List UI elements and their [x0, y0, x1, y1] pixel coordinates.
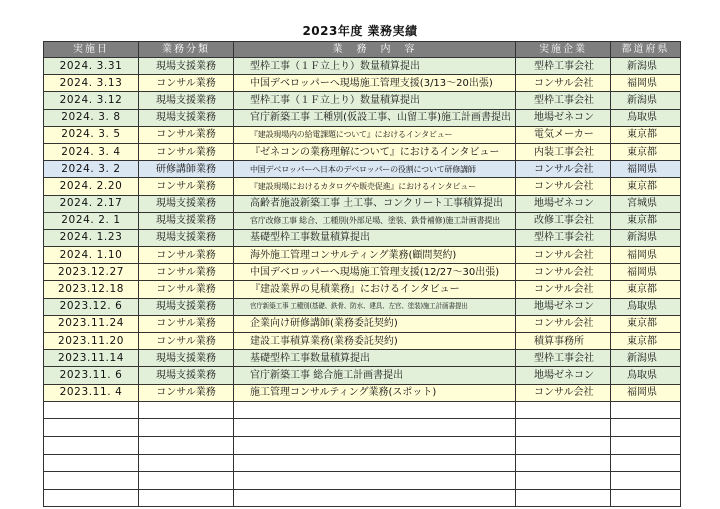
cell-date: 2023.11.20: [44, 333, 139, 350]
cell-prefecture: 新潟県: [611, 92, 681, 109]
cell-content: 『建設業界の見積業務』におけるインタビュー: [234, 281, 516, 298]
table-row: [44, 178, 681, 195]
table-row: [44, 92, 681, 109]
empty-cell: [139, 489, 234, 507]
empty-cell: [139, 436, 234, 454]
cell-company: コンサル会社: [516, 264, 611, 281]
table-row: [44, 161, 681, 178]
empty-row: [44, 419, 681, 437]
cell-date: 2023.12.27: [44, 264, 139, 281]
table-row: [44, 126, 681, 143]
cell-content: 基礎型枠工事数量積算提出: [234, 229, 516, 246]
cell-category: 現場支援業務: [139, 298, 234, 315]
empty-cell: [516, 401, 611, 419]
cell-prefecture: 東京都: [611, 333, 681, 350]
cell-prefecture: 新潟県: [611, 350, 681, 367]
empty-cell: [611, 489, 681, 507]
empty-cell: [516, 489, 611, 507]
empty-cell: [516, 419, 611, 437]
cell-content: 『ゼネコンの業務理解について』におけるインタビュー: [234, 143, 516, 160]
cell-company: コンサル会社: [516, 384, 611, 401]
empty-row: [44, 454, 681, 472]
cell-content: 『建設現場におけるカタログや販売促進』におけるインタビュー: [234, 178, 516, 195]
header-content: 業 務 内 容: [234, 42, 516, 58]
table-body: [44, 58, 681, 507]
header-company: 実施企業: [516, 42, 611, 58]
cell-prefecture: 福岡県: [611, 264, 681, 281]
cell-category: 研修講師業務: [139, 161, 234, 178]
cell-company: コンサル会社: [516, 281, 611, 298]
header-row: [44, 42, 681, 58]
empty-cell: [234, 454, 516, 472]
cell-content: 施工管理コンサルティング業務(スポット): [234, 384, 516, 401]
cell-prefecture: 新潟県: [611, 58, 681, 75]
cell-prefecture: 東京都: [611, 143, 681, 160]
empty-cell: [44, 454, 139, 472]
cell-date: 2024. 3.31: [44, 58, 139, 75]
cell-prefecture: 東京都: [611, 281, 681, 298]
cell-date: 2024. 3. 8: [44, 109, 139, 126]
cell-prefecture: 鳥取県: [611, 367, 681, 384]
cell-category: 現場支援業務: [139, 92, 234, 109]
cell-prefecture: 福岡県: [611, 247, 681, 264]
cell-prefecture: 東京都: [611, 212, 681, 229]
cell-content: 建設工事積算業務(業務委託契約): [234, 333, 516, 350]
cell-company: 型枠工事会社: [516, 58, 611, 75]
cell-date: 2024. 3. 4: [44, 143, 139, 160]
cell-company: コンサル会社: [516, 178, 611, 195]
cell-company: コンサル会社: [516, 161, 611, 178]
cell-category: コンサル業務: [139, 143, 234, 160]
cell-company: コンサル会社: [516, 247, 611, 264]
empty-cell: [516, 436, 611, 454]
table-row: [44, 143, 681, 160]
empty-cell: [234, 401, 516, 419]
table-row: [44, 367, 681, 384]
table-row: [44, 298, 681, 315]
cell-prefecture: 鳥取県: [611, 109, 681, 126]
table-row: [44, 350, 681, 367]
empty-cell: [516, 472, 611, 490]
cell-date: 2024. 2.17: [44, 195, 139, 212]
table-row: [44, 315, 681, 332]
cell-prefecture: 東京都: [611, 178, 681, 195]
empty-cell: [44, 419, 139, 437]
cell-category: コンサル業務: [139, 247, 234, 264]
cell-date: 2024. 3.12: [44, 92, 139, 109]
empty-cell: [139, 419, 234, 437]
cell-prefecture: 東京都: [611, 126, 681, 143]
cell-content: 型枠工事（１Ｆ立上り）数量積算提出: [234, 58, 516, 75]
header-category: 業務分類: [139, 42, 234, 58]
cell-date: 2023.11.14: [44, 350, 139, 367]
cell-content: 高齢者施設新築工事 土工事、コンクリート工事積算提出: [234, 195, 516, 212]
cell-category: 現場支援業務: [139, 229, 234, 246]
cell-company: コンサル会社: [516, 75, 611, 92]
cell-date: 2023.11. 4: [44, 384, 139, 401]
cell-date: 2023.11.24: [44, 315, 139, 332]
empty-row: [44, 401, 681, 419]
cell-category: 現場支援業務: [139, 350, 234, 367]
cell-content: 中国デベロッパーへ日本のデベロッパーの役割について研修講師: [234, 161, 516, 178]
cell-date: 2023.11. 6: [44, 367, 139, 384]
cell-company: 地場ゼネコン: [516, 298, 611, 315]
cell-date: 2024. 2.20: [44, 178, 139, 195]
empty-cell: [139, 472, 234, 490]
cell-company: 地場ゼネコン: [516, 367, 611, 384]
empty-cell: [611, 454, 681, 472]
cell-category: コンサル業務: [139, 126, 234, 143]
empty-cell: [139, 401, 234, 419]
table-row: [44, 212, 681, 229]
empty-row: [44, 436, 681, 454]
performance-table: [43, 41, 681, 507]
empty-cell: [139, 454, 234, 472]
cell-category: コンサル業務: [139, 333, 234, 350]
cell-company: コンサル会社: [516, 315, 611, 332]
cell-category: コンサル業務: [139, 281, 234, 298]
header-prefecture: 都道府県: [611, 42, 681, 58]
cell-category: 現場支援業務: [139, 195, 234, 212]
cell-date: 2024. 2. 1: [44, 212, 139, 229]
table-row: [44, 333, 681, 350]
cell-company: 内装工事会社: [516, 143, 611, 160]
cell-prefecture: 宮城県: [611, 195, 681, 212]
cell-date: 2023.12. 6: [44, 298, 139, 315]
table-row: [44, 75, 681, 92]
cell-category: コンサル業務: [139, 264, 234, 281]
cell-content: 官庁新築工事 工種別(基礎、鉄骨、防水、建具、左官、塗装)施工計画書提出: [234, 298, 516, 315]
cell-date: 2024. 3. 5: [44, 126, 139, 143]
cell-content: 中国デベロッパーへ現場施工管理支援(3/13～20出張): [234, 75, 516, 92]
cell-category: コンサル業務: [139, 315, 234, 332]
cell-company: 電気メーカー: [516, 126, 611, 143]
cell-company: 地場ゼネコン: [516, 109, 611, 126]
table-row: [44, 281, 681, 298]
header-date: 実施日: [44, 42, 139, 58]
empty-cell: [516, 454, 611, 472]
cell-prefecture: 福岡県: [611, 384, 681, 401]
empty-cell: [234, 419, 516, 437]
cell-prefecture: 東京都: [611, 315, 681, 332]
cell-content: 型枠工事（１Ｆ立上り）数量積算提出: [234, 92, 516, 109]
empty-cell: [611, 419, 681, 437]
cell-content: 『建設現場内の給電課題について』におけるインタビュー: [234, 126, 516, 143]
cell-company: 積算事務所: [516, 333, 611, 350]
cell-category: 現場支援業務: [139, 212, 234, 229]
cell-content: 海外施工管理コンサルティング業務(顧問契約): [234, 247, 516, 264]
cell-prefecture: 鳥取県: [611, 298, 681, 315]
cell-date: 2024. 3. 2: [44, 161, 139, 178]
cell-content: 官庁新築工事 総合施工計画書提出: [234, 367, 516, 384]
cell-company: 改修工事会社: [516, 212, 611, 229]
empty-cell: [44, 472, 139, 490]
empty-cell: [44, 489, 139, 507]
cell-prefecture: 新潟県: [611, 229, 681, 246]
table-row: [44, 247, 681, 264]
cell-category: コンサル業務: [139, 384, 234, 401]
cell-company: 地場ゼネコン: [516, 195, 611, 212]
table-row: [44, 109, 681, 126]
empty-cell: [44, 436, 139, 454]
empty-row: [44, 489, 681, 507]
cell-content: 企業向け研修講師(業務委託契約): [234, 315, 516, 332]
cell-content: 基礎型枠工事数量積算提出: [234, 350, 516, 367]
cell-category: コンサル業務: [139, 75, 234, 92]
cell-company: 型枠工事会社: [516, 92, 611, 109]
cell-company: 型枠工事会社: [516, 350, 611, 367]
cell-date: 2024. 1.10: [44, 247, 139, 264]
page-title: 2023年度 業務実績: [302, 24, 418, 38]
cell-date: 2023.12.18: [44, 281, 139, 298]
empty-row: [44, 472, 681, 490]
table-row: [44, 58, 681, 75]
empty-cell: [234, 489, 516, 507]
empty-cell: [234, 472, 516, 490]
cell-content: 官庁新築工事 工種別(仮設工事、山留工事)施工計画書提出: [234, 109, 516, 126]
cell-content: 官庁改修工事 総合、工種別(外部足場、塗装、鉄骨補修)施工計画書提出: [234, 212, 516, 229]
empty-cell: [611, 436, 681, 454]
empty-cell: [611, 401, 681, 419]
empty-cell: [234, 436, 516, 454]
empty-cell: [44, 401, 139, 419]
cell-company: 型枠工事会社: [516, 229, 611, 246]
cell-prefecture: 福岡県: [611, 75, 681, 92]
table-row: [44, 195, 681, 212]
cell-prefecture: 福岡県: [611, 161, 681, 178]
table-row: [44, 384, 681, 401]
table-row: [44, 229, 681, 246]
table-row: [44, 264, 681, 281]
cell-date: 2024. 1.23: [44, 229, 139, 246]
cell-category: 現場支援業務: [139, 109, 234, 126]
cell-date: 2024. 3.13: [44, 75, 139, 92]
cell-category: コンサル業務: [139, 178, 234, 195]
cell-category: 現場支援業務: [139, 58, 234, 75]
empty-cell: [611, 472, 681, 490]
cell-category: 現場支援業務: [139, 367, 234, 384]
cell-content: 中国デベロッパーへ現場施工管理支援(12/27～30出張): [234, 264, 516, 281]
